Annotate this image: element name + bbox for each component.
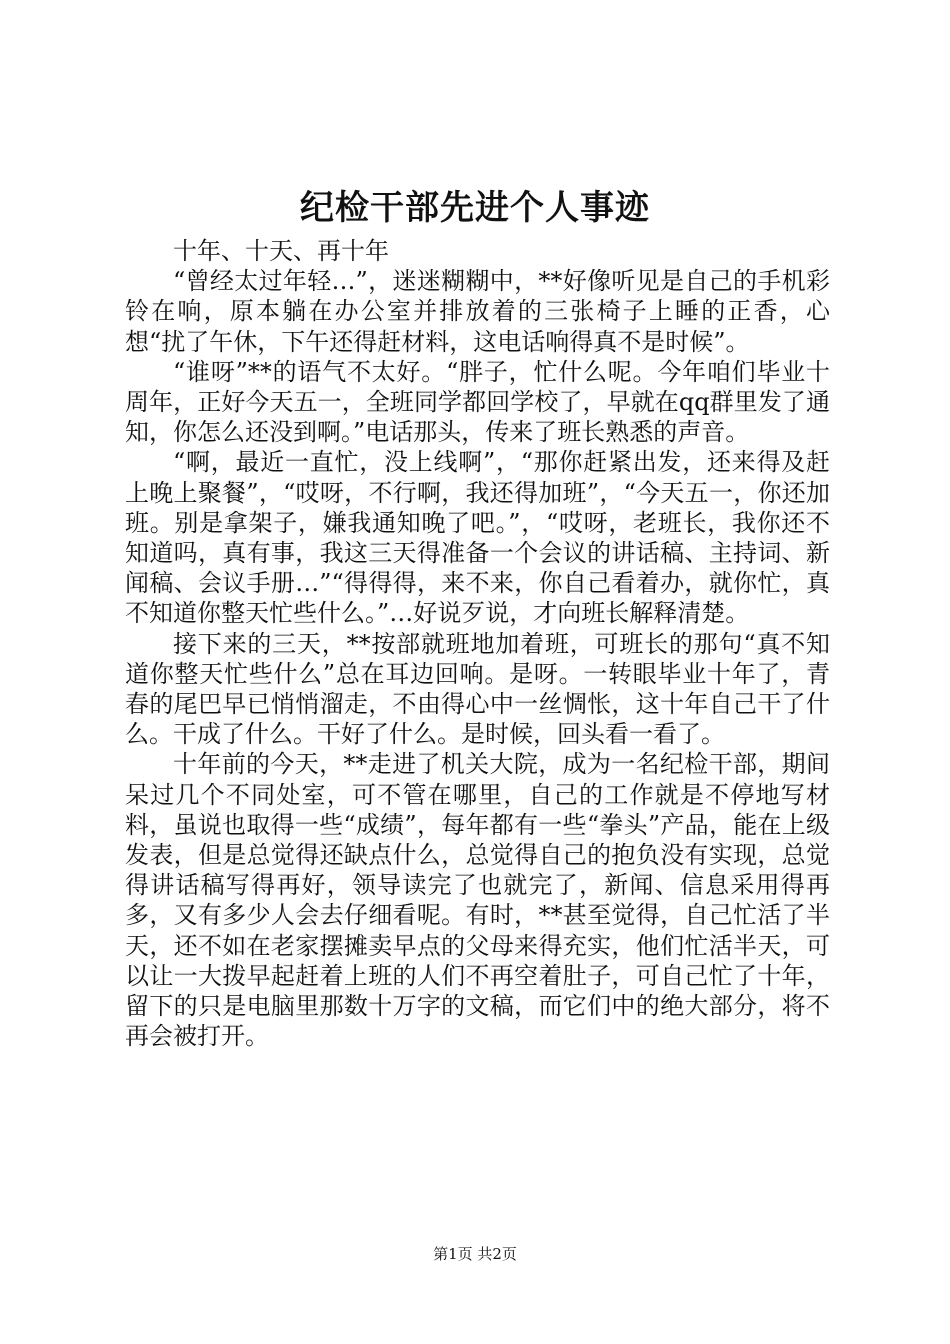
paragraph: 十年前的今天，**走进了机关大院，成为一名纪检干部，期间呆过几个不同处室，可不管在哪里，自己的工作就是不停地写材料，虽说也取得一些“成绩”，每年都有一些“拳头”产品，能在上级发表，但是总觉得还缺点什么，总觉得自己的抱负没有实现，总觉得讲话稿写得再好，领导读完了也就完了，新闻、信息采用得再多，又有多少人会去仔细看呢。有时，**甚至觉得，自己忙活了半天，还不如在老家摆摊卖早点的父母来得充实，他们忙活半天，可以让一大拨早起赶着上班的人们不再空着肚子，可自己忙了十年，留下的只是电脑里那数十万字的文稿，而它们中的绝大部分，将不再会被打开。 [125,750,830,1051]
paragraph-subtitle: 十年、十天、再十年 [173,237,389,265]
paragraph: “谁呀”**的语气不太好。“胖子，忙什么呢。今年咱们毕业十周年，正好今天五一，全班同学都回学校了，早就在qq群里发了通知，你怎么还没到啊。”电话那头，传来了班长熟悉的声音。 [125,357,830,447]
page-footer: 第1页 共2页 [433,1245,517,1263]
paragraph: 接下来的三天，**按部就班地加着班，可班长的那句“真不知道你整天忙些什么”总在耳边回响。是呀。一转眼毕业十年了，青春的尾巴早已悄悄溜走，不由得心中一丝惆怅，这十年自己干了什么。干成了什么。干好了什么。是时候，回头看一看了。 [125,629,830,749]
paragraph: “曾经太过年轻…”，迷迷糊糊中，**好像听见是自己的手机彩铃在响，原本躺在办公室并排放着的三张椅子上睡的正香，心想“扰了午休，下午还得赶材料，这电话响得真不是时候”。 [125,267,830,356]
paragraph: “啊，最近一直忙，没上线啊”，“那你赶紧出发，还来得及赶上晚上聚餐”，“哎呀，不行啊，我还得加班”，“今天五一，你还加班。别是拿架子，嫌我通知晚了吧。”，“哎呀，老班长，我你还不知道吗，真有事，我这三天得准备一个会议的讲话稿、主持词、新闻稿、会议手册…”“得得得，来不来，你自己看着办，就你忙，真不知道你整天忙些什么。”…好说歹说，才向班长解释清楚。 [125,448,830,628]
document-body [125,236,830,1051]
document-title: 纪检干部先进个人事迹 [300,188,650,228]
